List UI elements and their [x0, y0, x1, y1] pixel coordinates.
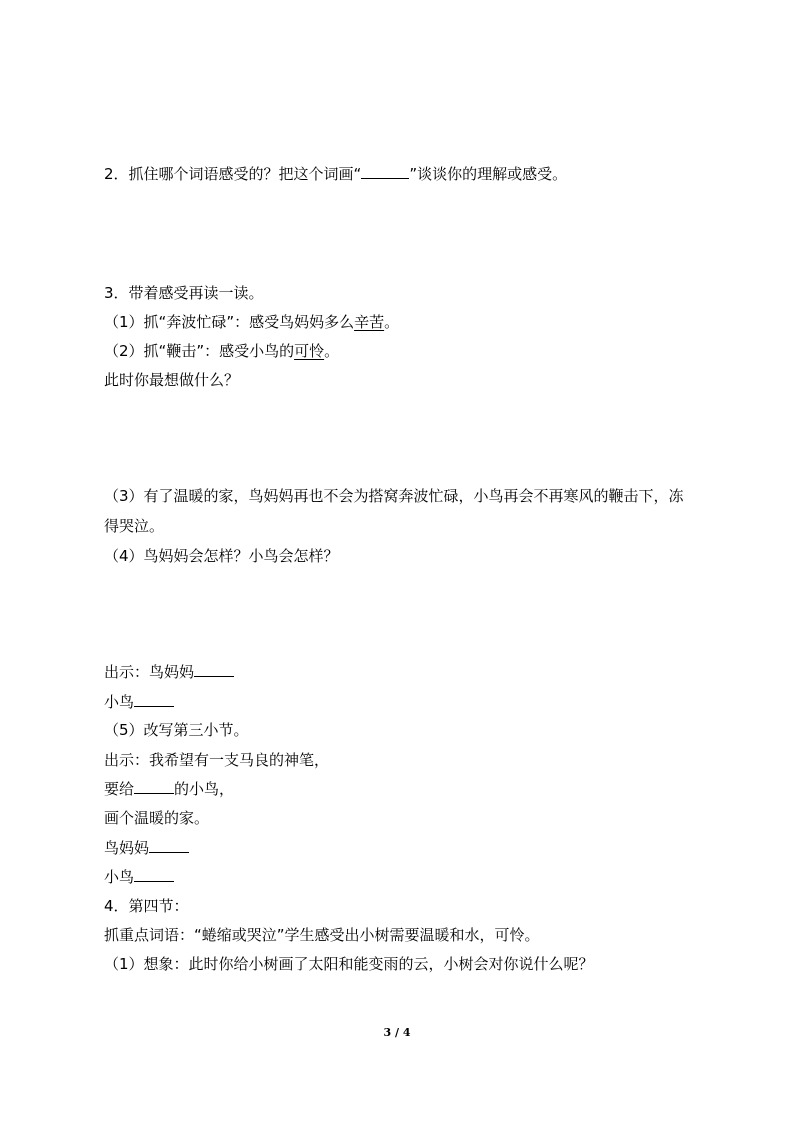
item-3-1: （1）抓“奔波忙碌”：感受鸟妈妈多么辛苦。 — [104, 313, 400, 331]
bird-line-2: 小鸟 — [104, 867, 174, 887]
underlined-word: 可怜 — [294, 342, 325, 360]
item-3-3-line1: （3）有了温暖的家，鸟妈妈再也不会为搭窝奔波忙碌，小鸟再会不再寒风的鞭击下，冻 — [104, 487, 684, 505]
question-4-title: 4．第四节： — [104, 897, 189, 915]
prompt-question: 此时你最想做什么？ — [104, 371, 240, 389]
answer-blank[interactable] — [194, 662, 234, 677]
question-2: 2．抓住哪个词语感受的？把这个词画“ ”谈谈你的理解或感受。 — [104, 165, 568, 183]
item-3-2: （2）抓“鞭击”：感受小鸟的可怜。 — [104, 342, 340, 360]
underlined-word: 辛苦 — [354, 313, 385, 331]
item-4-1: （1）想象：此时你给小树画了太阳和能变雨的云，小树会对你说什么呢？ — [104, 955, 594, 973]
bird-line-1: 小鸟 — [104, 692, 174, 712]
answer-blank[interactable] — [149, 838, 189, 853]
key-words-line: 抓重点词语：“蜷缩或哭泣”学生感受出小树需要温暖和水，可怜。 — [104, 926, 540, 944]
bird-mother-line-2: 鸟妈妈 — [104, 838, 189, 858]
give-line: 要给 的小鸟， — [104, 780, 235, 798]
answer-blank[interactable] — [134, 867, 174, 882]
show-poem: 出示：我希望有一支马良的神笔， — [104, 751, 330, 769]
item-3-4: （4）鸟妈妈会怎样？小鸟会怎样？ — [104, 547, 339, 565]
show-bird-mother: 出示：鸟妈妈 — [104, 662, 234, 682]
item-3-5: （5）改写第三小节。 — [104, 721, 249, 739]
draw-home-line: 画个温暖的家。 — [104, 809, 210, 827]
item-3-3-line2: 得哭泣。 — [104, 517, 165, 535]
question-3-title: 3．带着感受再读一读。 — [104, 284, 264, 302]
answer-blank[interactable] — [134, 779, 174, 794]
answer-blank[interactable] — [361, 164, 409, 179]
page-number: 3 / 4 — [383, 1026, 411, 1039]
answer-blank[interactable] — [134, 692, 174, 707]
